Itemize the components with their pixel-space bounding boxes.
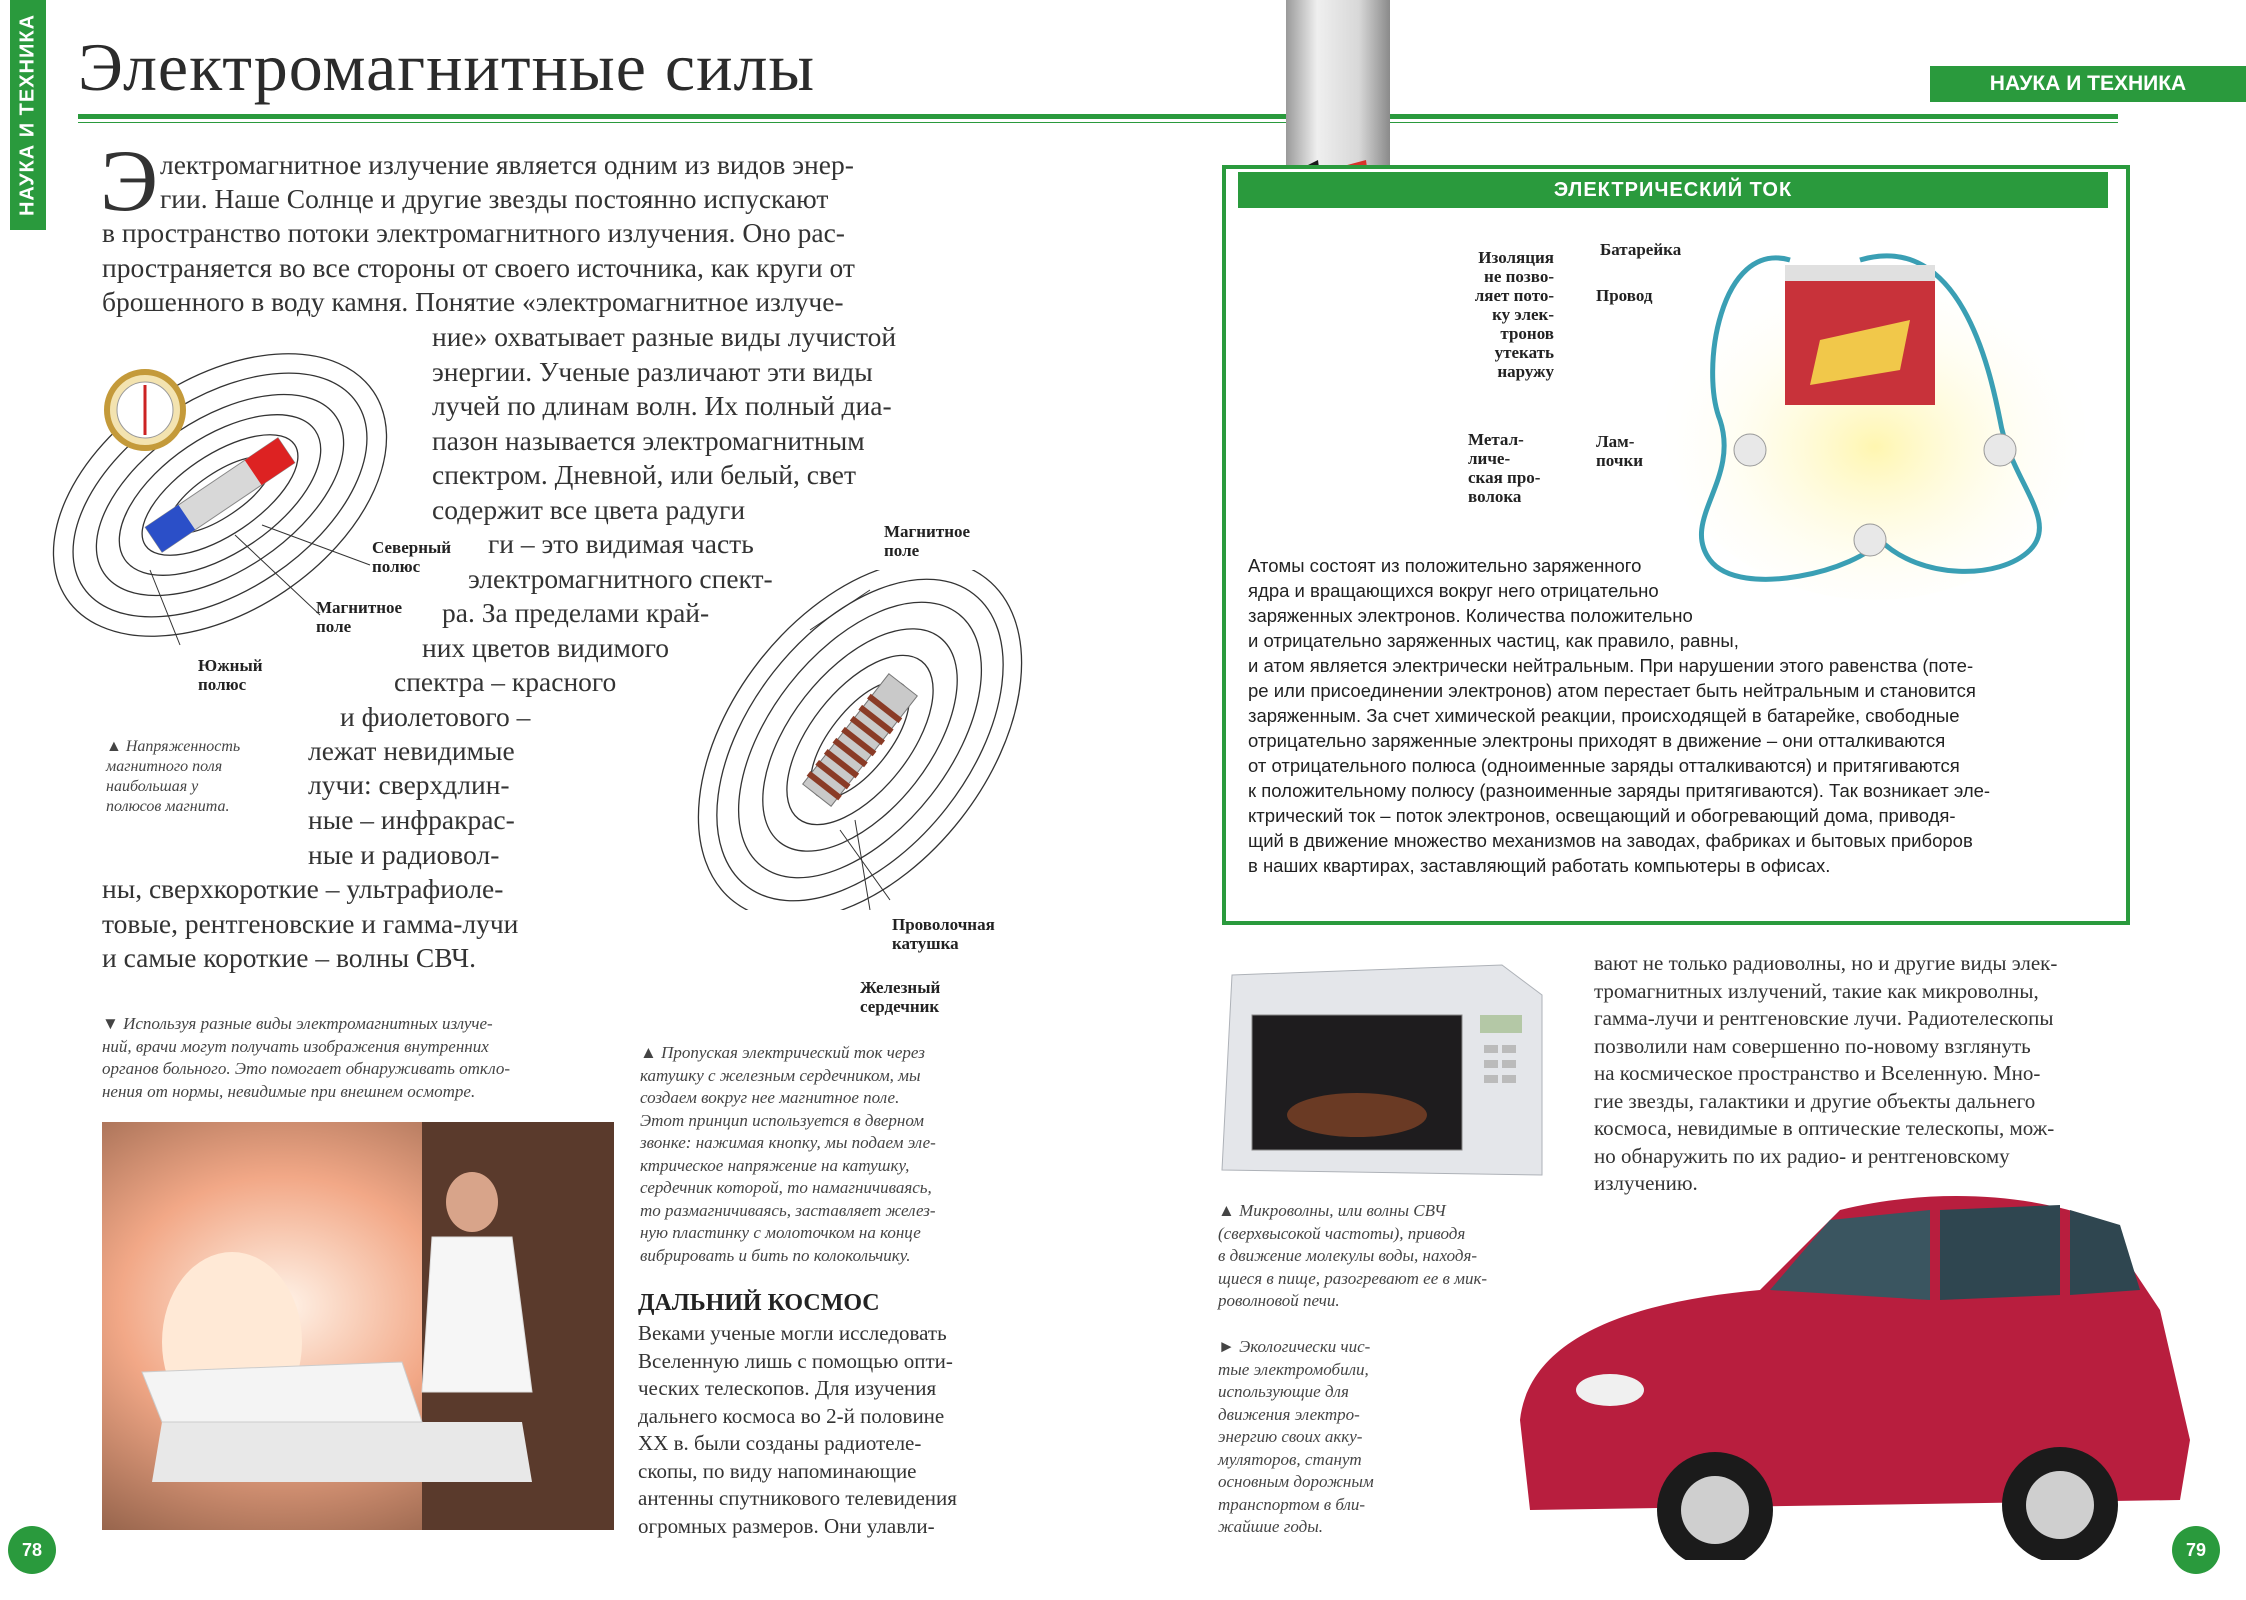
intro-ray-7: лежат невидимые xyxy=(308,735,515,766)
microwave-illustration xyxy=(1212,955,1552,1190)
label-bulbs: Лам- почки xyxy=(1596,432,1644,470)
label-south-pole: Южный полюс xyxy=(198,656,263,694)
label-battery: Батарейка xyxy=(1600,240,1682,259)
electric-current-text: Атомы состоят из положительно заряженного ядра и вращающихся вокруг него отрицательно заряженных электронов. Количества положительно и отрицательно заряженных частиц, как правило, равны, и атом является электрически нейтральным. При нарушении этого равенства (поте- ре или присоединении электронов) атом перестает быть нейтральным и становится заряженным. За счет химической реакции, происходящей в батарейке, свободные отрицательно заряженные электроны приходят в движение – они отталкиваются от отрицательного полюса (одноименные заряды отталкиваются) и притягиваются к положительному полюсу (разноименные заряды притягиваются). Так возникает эле- ктрический ток – поток электронов, освещающий и обогревающий дома, приводя- щий в движение множество механизмов на заводах, фабриках и бытовых приборов в наших квартирах, заставляющий работать компьютеры в офисах. xyxy=(1248,555,1991,876)
side-section-tab xyxy=(10,0,46,230)
intro-ray-10: ные и радиовол- xyxy=(308,839,500,870)
page-number-left: 78 xyxy=(8,1526,56,1574)
label-north-pole: Северный полюс xyxy=(372,538,452,576)
intro-lines-full: в пространство потоки электромагнитного излучения. Оно рас- пространяется во все стороны от своего источника, как круги от брошенного в воду камня. Понятие «электромагнитное излуче- xyxy=(102,217,855,317)
microwave-caption: ▲ Микроволны, или волны СВЧ (сверхвысокой частоты), приводя в движение молекулы воды, находя- щиеся в пище, разогревают ее в мик- роволновой печи. xyxy=(1218,1201,1488,1310)
coil-caption: ▲ Пропуская электрический ток через катушку с железным сердечником, мы создаем вокруг нее магнитное поле. Этот принцип используется в дверном звонке: нажимая кнопку, мы подаем эле- ктрическое напряжение на катушку, сердечник которой, то намагничиваясь, то размагничиваясь, заставляет желез- ную пластинку с молоточком на конце вибрировать и бить по колокольчику. xyxy=(640,1043,936,1265)
battery-circuit-illustration xyxy=(1660,220,2090,610)
electric-car-illustration xyxy=(1500,1180,2200,1560)
intro-ray-5: спектра – красного xyxy=(394,666,617,697)
electric-current-heading: ЭЛЕКТРИЧЕСКИЙ ТОК xyxy=(1238,172,2108,208)
label-wire: Провод xyxy=(1596,286,1653,305)
title-rule xyxy=(78,114,2118,119)
label-metal-wire: Метал- личе- ская про- волока xyxy=(1468,430,1541,506)
mri-caption: ▼ Используя разные виды электромагнитных излуче- ний, врачи могут получать изображения внутренних органов больного. Это помогает обнаруживать откло- нения от нормы, невидимые при внешнем осмотре. xyxy=(102,1014,510,1101)
deep-space-heading: ДАЛЬНИЙ КОСМОС xyxy=(638,1290,880,1316)
intro-lines-right: ние» охватывает разные виды лучистой энергии. Ученые различают эти виды лучей по длинам волн. Их полный диа- пазон называется электромагнитным спектром. Дневной, или белый, свет содержит все цвета радуги xyxy=(432,321,897,525)
intro-ray-6: и фиолетового – xyxy=(340,701,531,732)
side-tab-label: НАУКА И ТЕХНИКА xyxy=(16,13,39,217)
page-title: Электромагнитные силы xyxy=(78,29,816,105)
mri-photo xyxy=(102,1122,614,1530)
intro-line-1: лектромагнитное излучение является одним из видов энер- xyxy=(160,149,854,180)
title-rule-thin xyxy=(78,122,2118,123)
magnet-caption: ▲ Напряженность магнитного поля наибольшая у полюсов магнита. xyxy=(106,738,241,815)
intro-ray-3: ра. За пределами край- xyxy=(442,597,710,628)
intro-ray-2: электромагнитного спект- xyxy=(468,563,773,594)
label-coil-field: Магнитное поле xyxy=(884,522,971,560)
section-tag: НАУКА И ТЕХНИКА xyxy=(1930,66,2246,102)
label-magnet-field: Магнитное поле xyxy=(316,598,403,636)
label-iron-core: Железный сердечник xyxy=(860,978,941,1016)
intro-ray-1: ги – это видимая часть xyxy=(488,528,754,559)
label-insulation: Изоляция не позво- ляет пото- ку элек- тронов утекать наружу xyxy=(1474,248,1554,381)
deep-space-text: Веками ученые могли исследовать Вселенную лишь с помощью опти- ческих телескопов. Для изучения дальнего космоса во 2-й половине XX в. были созданы радиотеле- скопы, по виду напоминающие антенны спутникового телевидения огромных размеров. Они улавли- xyxy=(638,1321,957,1538)
intro-lines-bottom: ны, сверхкороткие – ультрафиоле- товые, рентгеновские и гамма-лучи и самые короткие – волны СВЧ. xyxy=(102,873,519,973)
intro-ray-4: них цветов видимого xyxy=(422,632,669,663)
right-column-text: вают не только радиоволны, но и другие виды элек- тромагнитных излучений, такие как микроволны, гамма-лучи и рентгеновские лучи. Радиотелескопы позволили нам совершенно по-новому взглянуть на космическое пространство и Вселенную. Мно- гие звезды, галактики и другие объекты дальнего космоса, невидимые в оптические телескопы, мож- но обнаружить по их радио- и рентгеновскому излучению. xyxy=(1594,951,2058,1195)
coil-illustration xyxy=(640,570,1080,910)
intro-ray-8: лучи: сверхдлин- xyxy=(308,769,510,800)
electric-car-caption: ► Экологически чис- тые электромобили, использующие для движения электро- энергию своих акку- муляторов, станут основным дорожным транспортом в бли- жайшие годы. xyxy=(1218,1337,1374,1536)
page-number-right: 79 xyxy=(2172,1526,2220,1574)
intro-ray-9: ные – инфракрас- xyxy=(308,804,515,835)
label-wire-coil: Проволочная катушка xyxy=(892,915,995,953)
intro-dropcap: Э xyxy=(100,133,159,230)
intro-line-2: гии. Наше Солнце и другие звезды постоянно испускают xyxy=(160,183,829,214)
